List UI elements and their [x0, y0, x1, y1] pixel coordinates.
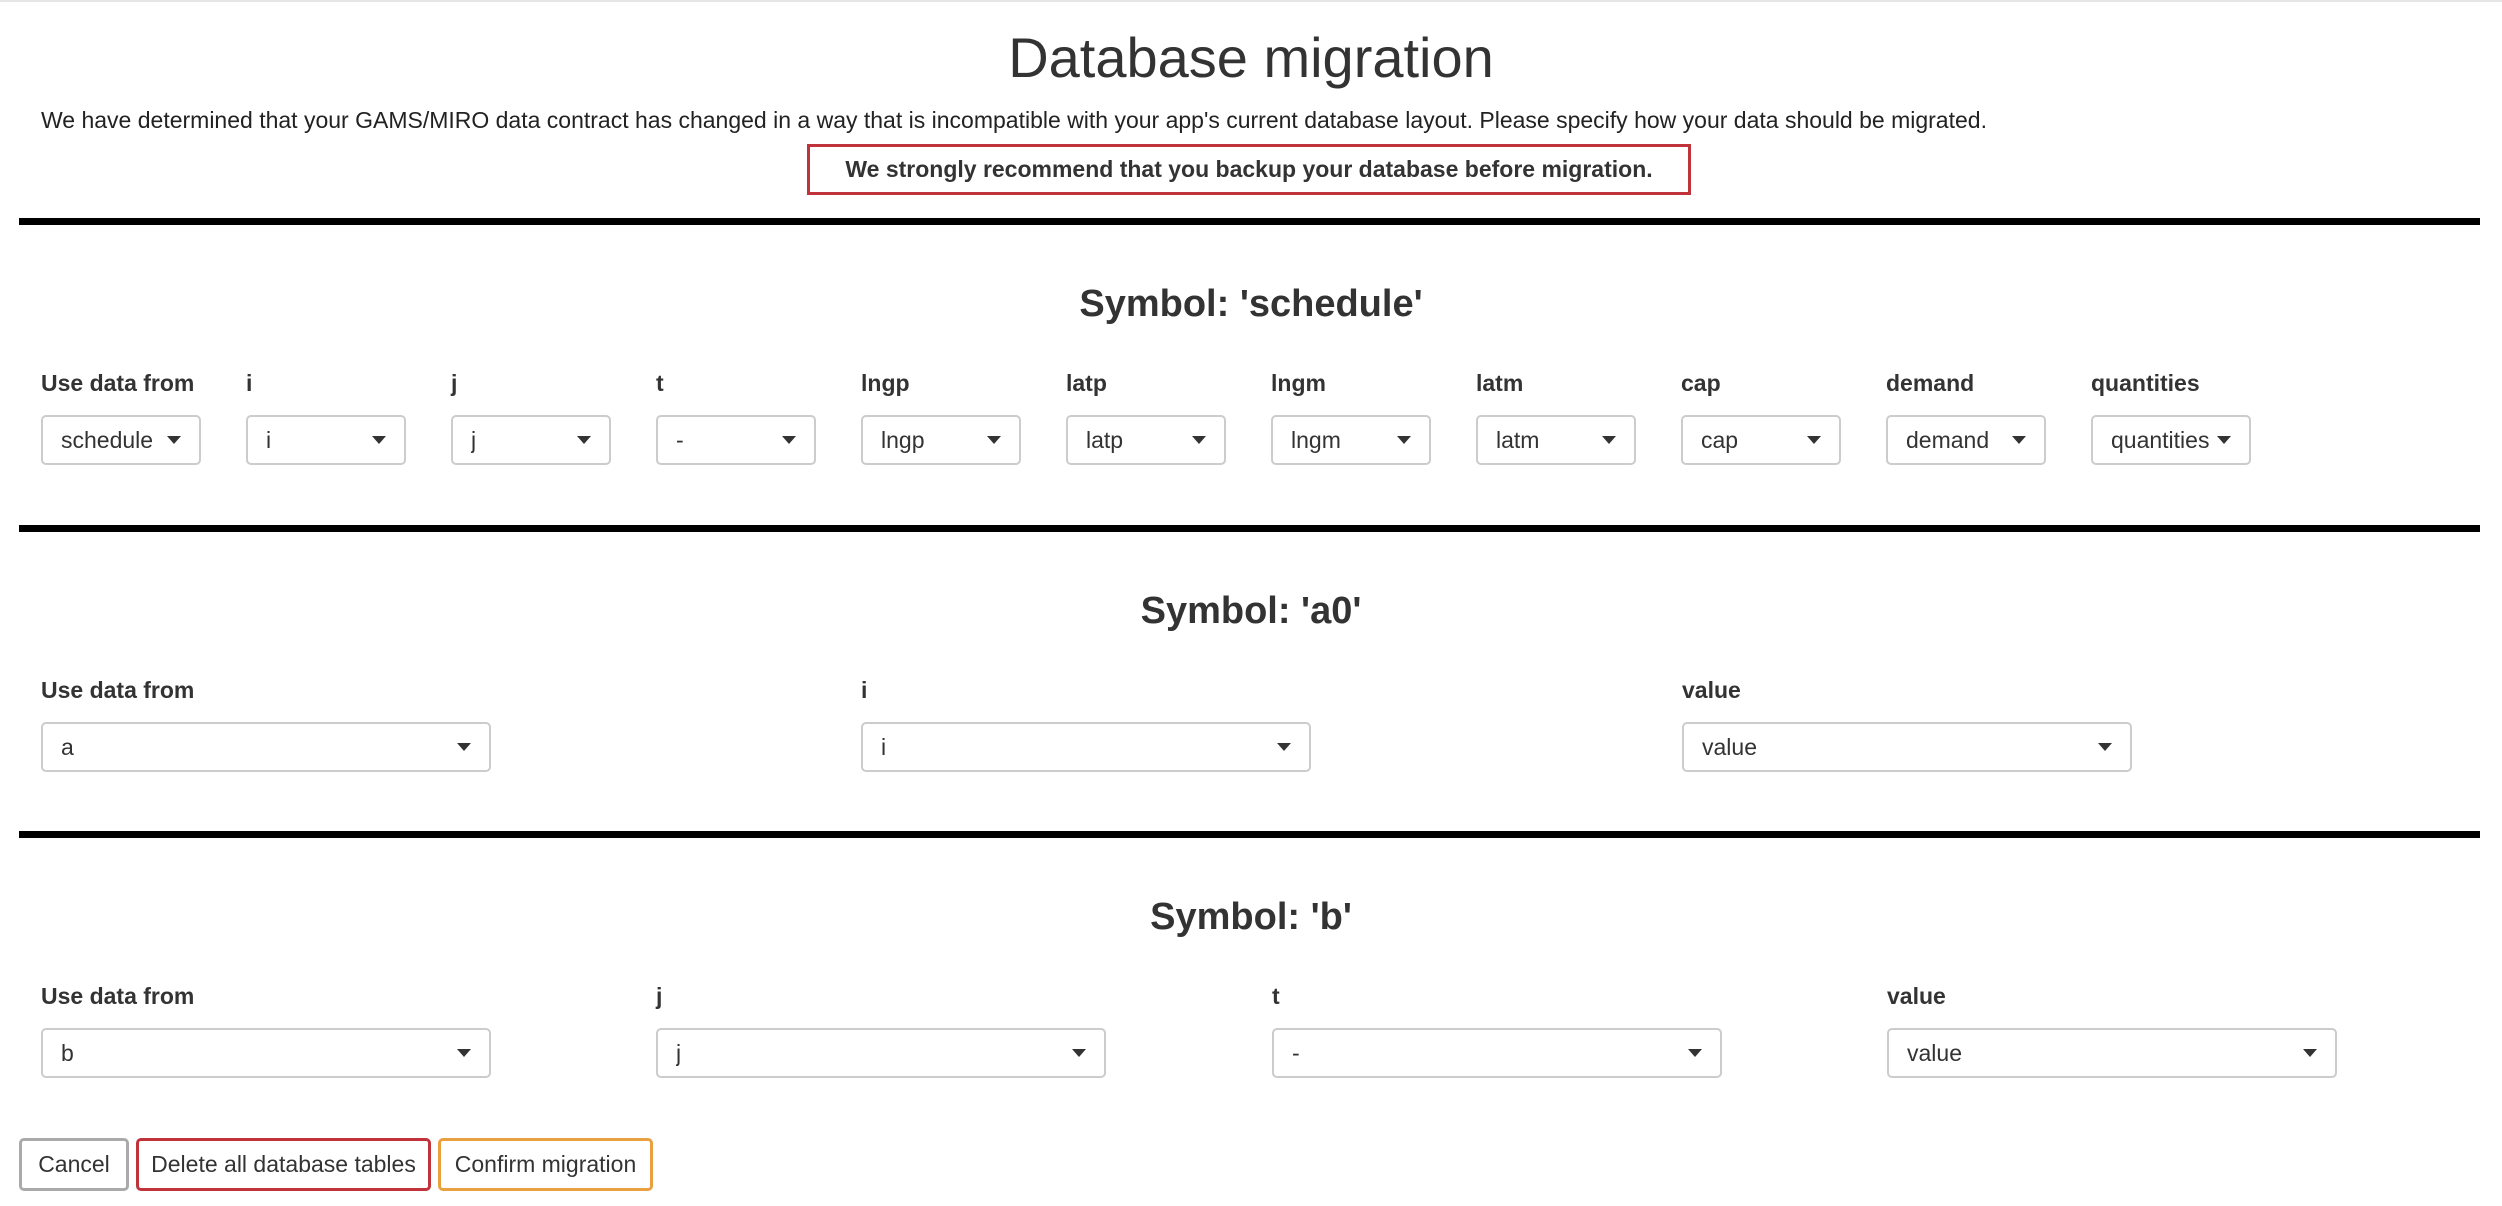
value-select[interactable]	[1887, 1028, 2337, 1078]
backup-warning	[807, 144, 1691, 195]
caret-down-icon	[1192, 436, 1206, 444]
select-value: cap	[1701, 426, 1739, 453]
use-data-from-select[interactable]	[41, 415, 201, 465]
field-lngm	[1271, 369, 1431, 465]
field-label: Use data from	[41, 370, 195, 396]
caret-down-icon	[457, 743, 471, 751]
value-select[interactable]	[1682, 722, 2132, 772]
field-label: quantities	[2091, 370, 2200, 396]
field-label: value	[1682, 677, 1741, 703]
caret-down-icon	[1072, 1049, 1086, 1057]
field-t	[1272, 982, 1722, 1078]
select-value: a	[61, 733, 74, 760]
latp-select[interactable]	[1066, 415, 1226, 465]
field-use-data-from	[41, 676, 491, 772]
caret-down-icon	[782, 436, 796, 444]
select-value: -	[676, 426, 684, 453]
select-value: schedule	[61, 426, 154, 453]
symbol-title: Symbol: 'a0'	[1140, 590, 1362, 632]
caret-down-icon	[577, 436, 591, 444]
field-quantities	[2091, 369, 2251, 465]
delete-all-tables-button[interactable]: Delete all database tables	[136, 1138, 431, 1191]
cancel-button[interactable]: Cancel	[19, 1138, 129, 1191]
field-label: cap	[1681, 370, 1721, 396]
confirm-migration-button[interactable]: Confirm migration	[438, 1138, 653, 1191]
field-i	[861, 676, 1311, 772]
caret-down-icon	[2012, 436, 2026, 444]
field-demand	[1886, 369, 2046, 465]
select-value: i	[266, 426, 272, 453]
field-label: value	[1887, 983, 1946, 1009]
cap-select[interactable]	[1681, 415, 1841, 465]
field-label: latm	[1476, 370, 1524, 396]
field-label: t	[1272, 983, 1280, 1009]
select-value: lngm	[1291, 426, 1341, 453]
field-label: j	[451, 370, 458, 396]
t-select[interactable]	[1272, 1028, 1722, 1078]
select-value: i	[881, 733, 887, 760]
select-value: j	[676, 1039, 682, 1066]
select-value: latm	[1496, 426, 1540, 453]
field-label: t	[656, 370, 664, 396]
field-lngp	[861, 369, 1021, 465]
caret-down-icon	[987, 436, 1001, 444]
caret-down-icon	[2303, 1049, 2317, 1057]
select-value: b	[61, 1039, 74, 1066]
select-value: -	[1292, 1039, 1300, 1066]
field-cap	[1681, 369, 1841, 465]
field-label: Use data from	[41, 677, 195, 703]
intro-text: We have determined that your GAMS/MIRO data contract has changed in a way that is incompatible with your app's current database layout. Please specify how your data should be migrated.	[41, 107, 1987, 133]
caret-down-icon	[1602, 436, 1616, 444]
field-value	[1887, 982, 2337, 1078]
lngm-select[interactable]	[1271, 415, 1431, 465]
quantities-select[interactable]	[2091, 415, 2251, 465]
caret-down-icon	[2098, 743, 2112, 751]
lngp-select[interactable]	[861, 415, 1021, 465]
page-title: Database migration	[1008, 26, 1494, 89]
caret-down-icon	[1688, 1049, 1702, 1057]
field-use-data-from	[41, 982, 491, 1078]
field-latm	[1476, 369, 1636, 465]
i-select[interactable]	[246, 415, 406, 465]
j-select[interactable]	[656, 1028, 1106, 1078]
field-j	[451, 369, 611, 465]
field-j	[656, 982, 1106, 1078]
select-value: latp	[1086, 426, 1124, 453]
caret-down-icon	[2217, 436, 2231, 444]
demand-select[interactable]	[1886, 415, 2046, 465]
field-label: i	[246, 370, 253, 396]
field-label: lngm	[1271, 370, 1326, 396]
field-latp	[1066, 369, 1226, 465]
separator	[19, 831, 2480, 838]
symbol-title: Symbol: 'b'	[1150, 896, 1352, 938]
select-value: value	[1907, 1039, 1962, 1066]
separator	[19, 218, 2480, 225]
use-data-from-select[interactable]	[41, 1028, 491, 1078]
field-label: lngp	[861, 370, 910, 396]
caret-down-icon	[1807, 436, 1821, 444]
select-value: lngp	[881, 426, 925, 453]
caret-down-icon	[167, 436, 181, 444]
use-data-from-select[interactable]	[41, 722, 491, 772]
select-value: value	[1702, 733, 1757, 760]
backup-warning-text: We strongly recommend that you backup your database before migration.	[845, 156, 1653, 182]
field-use-data-from	[41, 369, 201, 465]
i-select[interactable]	[861, 722, 1311, 772]
field-label: i	[861, 677, 868, 703]
select-value: quantities	[2111, 426, 2210, 453]
caret-down-icon	[372, 436, 386, 444]
field-t	[656, 369, 816, 465]
select-value: demand	[1906, 426, 1990, 453]
field-label: latp	[1066, 370, 1107, 396]
field-value	[1682, 676, 2132, 772]
symbol-title: Symbol: 'schedule'	[1079, 283, 1423, 325]
select-value: j	[471, 426, 477, 453]
caret-down-icon	[1277, 743, 1291, 751]
j-select[interactable]	[451, 415, 611, 465]
field-label: Use data from	[41, 983, 195, 1009]
latm-select[interactable]	[1476, 415, 1636, 465]
caret-down-icon	[1397, 436, 1411, 444]
field-label: demand	[1886, 370, 1975, 396]
field-i	[246, 369, 406, 465]
t-select[interactable]	[656, 415, 816, 465]
separator	[19, 525, 2480, 532]
field-label: j	[656, 983, 663, 1009]
caret-down-icon	[457, 1049, 471, 1057]
